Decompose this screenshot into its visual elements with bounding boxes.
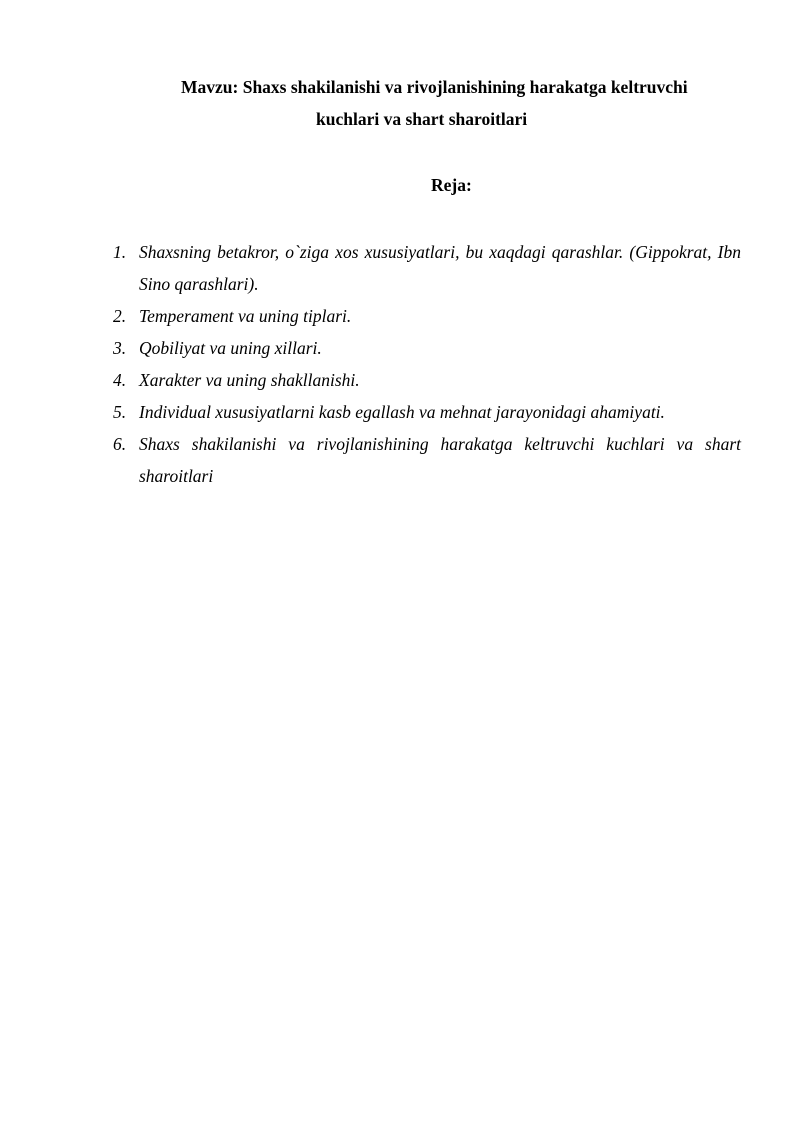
plan-item-text: Qobiliyat va uning xillari. bbox=[139, 338, 322, 358]
plan-item-number: 3. bbox=[113, 338, 127, 358]
plan-item-5 bbox=[113, 396, 741, 428]
plan-item-text: Temperament va uning tiplari. bbox=[139, 306, 352, 326]
plan-item-number: 6. bbox=[113, 434, 127, 454]
plan-list bbox=[113, 236, 741, 492]
topic-title-line-1: Mavzu: Shaxs shakilanishi va rivojlanishining harakatga keltruvchi bbox=[181, 77, 688, 97]
plan-item-number: 1. bbox=[113, 242, 127, 262]
plan-item-4 bbox=[113, 364, 741, 396]
plan-item-text: Xarakter va uning shakllanishi. bbox=[139, 370, 360, 390]
plan-item-6 bbox=[113, 428, 741, 492]
plan-item-text: Shaxsning betakror, o`ziga xos xususiyatlari, bu xaqdagi qarashlar. (Gippokrat, Ibn Sino qarashlari). bbox=[139, 242, 741, 294]
topic-title-line-2: kuchlari va shart sharoitlari bbox=[316, 109, 528, 129]
plan-item-3 bbox=[113, 332, 741, 364]
plan-item-1 bbox=[113, 236, 741, 300]
plan-item-number: 5. bbox=[113, 402, 127, 422]
plan-item-text: Individual xususiyatlarni kasb egallash va mehnat jarayonidagi ahamiyati. bbox=[139, 402, 665, 422]
plan-item-number: 2. bbox=[113, 306, 127, 326]
plan-heading: Reja: bbox=[431, 175, 472, 195]
plan-item-number: 4. bbox=[113, 370, 127, 390]
plan-item-2 bbox=[113, 300, 741, 332]
plan-item-text: Shaxs shakilanishi va rivojlanishining harakatga keltruvchi kuchlari va shart sharoitlari bbox=[139, 434, 741, 486]
